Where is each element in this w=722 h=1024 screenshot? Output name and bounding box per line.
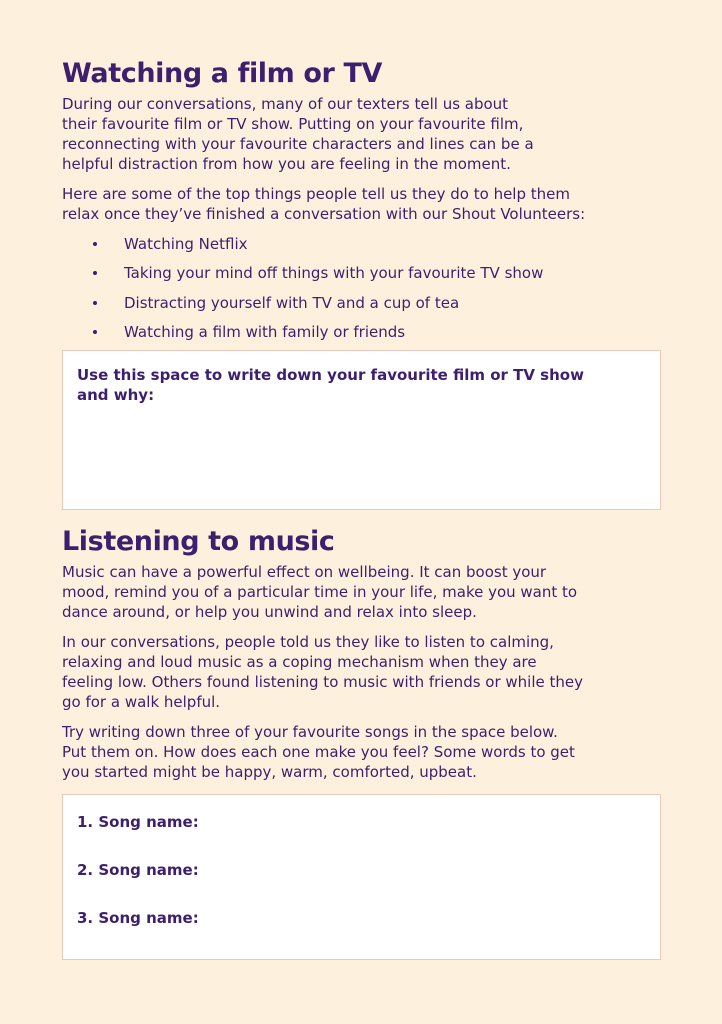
bullet-icon: [93, 242, 97, 246]
list-item: [62, 234, 661, 254]
film-intro-paragraph: [62, 94, 661, 174]
text-line: relaxing and loud music as a coping mechanism when they are: [62, 653, 537, 671]
song-name-label-2: 2. Song name:: [77, 861, 199, 879]
text-line: helpful distraction from how you are feeling in the moment.: [62, 155, 511, 173]
list-item-text: Taking your mind off things with your favourite TV show: [124, 264, 544, 282]
music-conversations-paragraph: [62, 632, 661, 712]
text-line: During our conversations, many of our texters tell us about: [62, 95, 509, 113]
text-line: Try writing down three of your favourite songs in the space below.: [62, 723, 558, 741]
bullet-icon: [93, 330, 97, 334]
worksheet-page: [62, 54, 661, 960]
list-item-text: Watching a film with family or friends: [124, 323, 406, 341]
bullet-icon: [93, 271, 97, 275]
film-section: [62, 54, 661, 510]
text-line: Here are some of the top things people tell us they do to help them: [62, 185, 570, 203]
text-line: Music can have a powerful effect on wellbeing. It can boost your: [62, 563, 547, 581]
song-name-label-3: 3. Song name:: [77, 909, 199, 927]
favourite-film-writing-box[interactable]: [62, 350, 661, 510]
list-item-text: Watching Netflix: [124, 234, 248, 253]
music-heading: Listening to music: [62, 526, 335, 557]
text-line: go for a walk helpful.: [62, 693, 221, 711]
list-item: [62, 293, 661, 313]
favourite-film-prompt: [77, 365, 646, 405]
text-line: feeling low. Others found listening to music with friends or while they: [62, 673, 584, 691]
bullet-icon: [93, 301, 97, 305]
film-tips-list: [62, 234, 661, 343]
text-line: In our conversations, people told us they like to listen to calming,: [62, 633, 554, 651]
music-intro-paragraph: [62, 562, 661, 622]
song-name-label-1: 1. Song name:: [77, 813, 199, 831]
text-line: reconnecting with your favourite characters and lines can be a: [62, 135, 534, 153]
text-line: you started might be happy, warm, comforted, upbeat.: [62, 763, 477, 781]
text-line: Put them on. How does each one make you feel? Some words to get: [62, 743, 575, 761]
film-heading: Watching a film or TV: [62, 58, 382, 89]
text-line: mood, remind you of a particular time in your life, make you want to: [62, 583, 578, 601]
music-instructions-paragraph: [62, 722, 661, 782]
text-line: Use this space to write down your favourite film or TV show: [77, 366, 584, 384]
favourite-songs-writing-box[interactable]: [62, 794, 661, 960]
list-item: [62, 263, 661, 283]
music-section: [62, 522, 661, 960]
list-item-text: Distracting yourself with TV and a cup of tea: [124, 293, 460, 312]
text-line: and why:: [77, 386, 155, 404]
film-list-intro-paragraph: [62, 184, 661, 224]
text-line: relax once they’ve finished a conversation with our Shout Volunteers:: [62, 205, 586, 223]
list-item: [62, 322, 661, 342]
text-line: their favourite film or TV show. Putting on your favourite film,: [62, 115, 524, 133]
text-line: dance around, or help you unwind and relax into sleep.: [62, 603, 477, 621]
